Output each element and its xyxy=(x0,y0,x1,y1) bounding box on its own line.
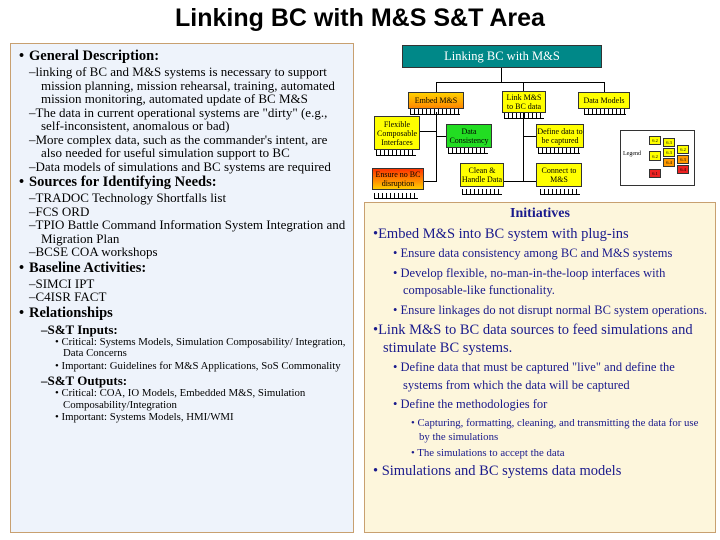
general-heading: • General Description: xyxy=(19,48,160,64)
node-clean-handle: Clean & Handle Data xyxy=(460,163,504,187)
connector-line xyxy=(504,181,524,182)
node-connect-ms: Connect to M&S xyxy=(536,163,582,187)
node-ensure-no-disruption: Ensure no BC disruption xyxy=(372,168,424,190)
connector-line xyxy=(436,82,604,83)
legend-cell: 6.2 xyxy=(677,145,689,154)
tick-marks xyxy=(504,113,544,119)
general-item: –Data models of simulations and BC systems are required xyxy=(29,158,331,174)
connector-line xyxy=(604,82,605,92)
description-panel xyxy=(10,43,354,533)
general-item: –More complex data, such as the commander's intent, are also needed for useful simulation support to BC xyxy=(29,131,328,160)
legend-cell: 6.3 xyxy=(663,138,675,147)
general-item: –linking of BC and M&S systems is necessary to support mission planning, mission rehearsal, training, automated mission monitoring, automated update of BC M&S xyxy=(29,64,335,106)
initiative-data-models: • Simulations and BC systems data models xyxy=(373,462,622,479)
initiative-link-item: • Define the methodologies for xyxy=(393,397,548,411)
legend-cell: 6.4 xyxy=(677,165,689,174)
connector-line xyxy=(501,68,502,82)
baseline-item: –SIMCI IPT xyxy=(29,275,95,291)
relationships-heading: • Relationships xyxy=(19,304,113,321)
tick-marks xyxy=(376,150,416,156)
root-node: Linking BC with M&S xyxy=(402,45,602,68)
tick-marks xyxy=(374,193,418,199)
node-embed-ms: Embed M&S xyxy=(408,92,464,109)
sources-item: –FCS ORD xyxy=(29,203,90,219)
initiatives-title: Initiatives xyxy=(510,206,570,221)
tick-marks xyxy=(584,109,626,115)
legend-cell: 6.4 xyxy=(663,158,675,167)
tick-marks xyxy=(462,189,502,195)
baseline-heading: • Baseline Activities: xyxy=(19,259,147,276)
sources-item: –TRADOC Technology Shortfalls list xyxy=(29,190,227,205)
legend-label: Legend xyxy=(623,151,641,157)
initiative-link-subitem: • The simulations to accept the data xyxy=(411,446,565,459)
connector-line xyxy=(436,82,437,92)
connector-line xyxy=(523,136,537,137)
legend-cell: 6.1 xyxy=(649,169,661,178)
initiative-embed-item: • Ensure data consistency among BC and M&S systems xyxy=(393,246,673,260)
initiative-embed-item: • Develop flexible, no-man-in-the-loop interfaces with composable-like functionality. xyxy=(393,265,666,297)
connector-line xyxy=(523,112,524,182)
node-link-ms: Link M&S to BC data xyxy=(502,91,546,113)
sources-heading: • Sources for Identifying Needs: xyxy=(19,174,217,190)
connector-line xyxy=(436,112,437,182)
node-data-models: Data Models xyxy=(578,92,630,109)
input-item: • Important: Guidelines for M&S Applications, SoS Commonality xyxy=(55,359,341,372)
tick-marks xyxy=(448,148,488,154)
legend-cell: 6.2 xyxy=(649,151,661,161)
initiative-link: •Link M&S to BC data sources to feed simulations and stimulate BC systems. xyxy=(373,322,693,356)
output-item: • Important: Systems Models, HMI/WMI xyxy=(55,411,234,423)
sources-item: –TPIO Battle Command Information System Integration and Migration Plan xyxy=(29,217,346,246)
node-define-data: Define data to be captured xyxy=(536,124,584,148)
output-item: • Critical: COA, IO Models, Embedded M&S, Simulation Composability/Integration xyxy=(55,387,306,411)
slide-title: Linking BC with M&S S&T Area xyxy=(175,4,545,32)
input-item: • Critical: Systems Models, Simulation Composability/ Integration, Data Concerns xyxy=(55,335,346,359)
node-data-consistency: Data Consistency xyxy=(446,124,492,148)
legend-cell: 6.3 xyxy=(677,155,689,164)
hierarchy-diagram xyxy=(364,43,716,201)
sources-item: –BCSE COA workshops xyxy=(29,244,158,259)
tick-marks xyxy=(538,148,580,154)
legend-cell: 6.3 xyxy=(663,148,675,157)
legend-cell: 6.2 xyxy=(649,136,661,145)
initiatives-panel xyxy=(364,202,716,533)
tick-marks xyxy=(540,189,580,195)
node-flexible-interfaces: Flexible Composable Interfaces xyxy=(374,116,420,150)
tick-marks xyxy=(410,109,460,115)
connector-line xyxy=(523,181,537,182)
initiative-link-subitem: • Capturing, formatting, cleaning, and transmitting the data for use by the simulations xyxy=(411,416,699,443)
initiative-embed-item: • Ensure linkages do not disrupt normal BC system operations. xyxy=(393,302,708,317)
initiative-link-item: • Define data that must be captured "live" and define the systems from which the data will be captured xyxy=(393,360,675,392)
legend xyxy=(620,130,695,186)
baseline-item: –C4ISR FACT xyxy=(29,289,107,304)
inputs-heading: –S&T Inputs: xyxy=(41,321,118,337)
initiative-embed: •Embed M&S into BC system with plug-ins xyxy=(373,226,629,242)
general-item: –The data in current operational systems are "dirty" (e.g., self-inconsistent, anomalous or bad) xyxy=(29,104,328,133)
outputs-heading: –S&T Outputs: xyxy=(41,373,128,388)
